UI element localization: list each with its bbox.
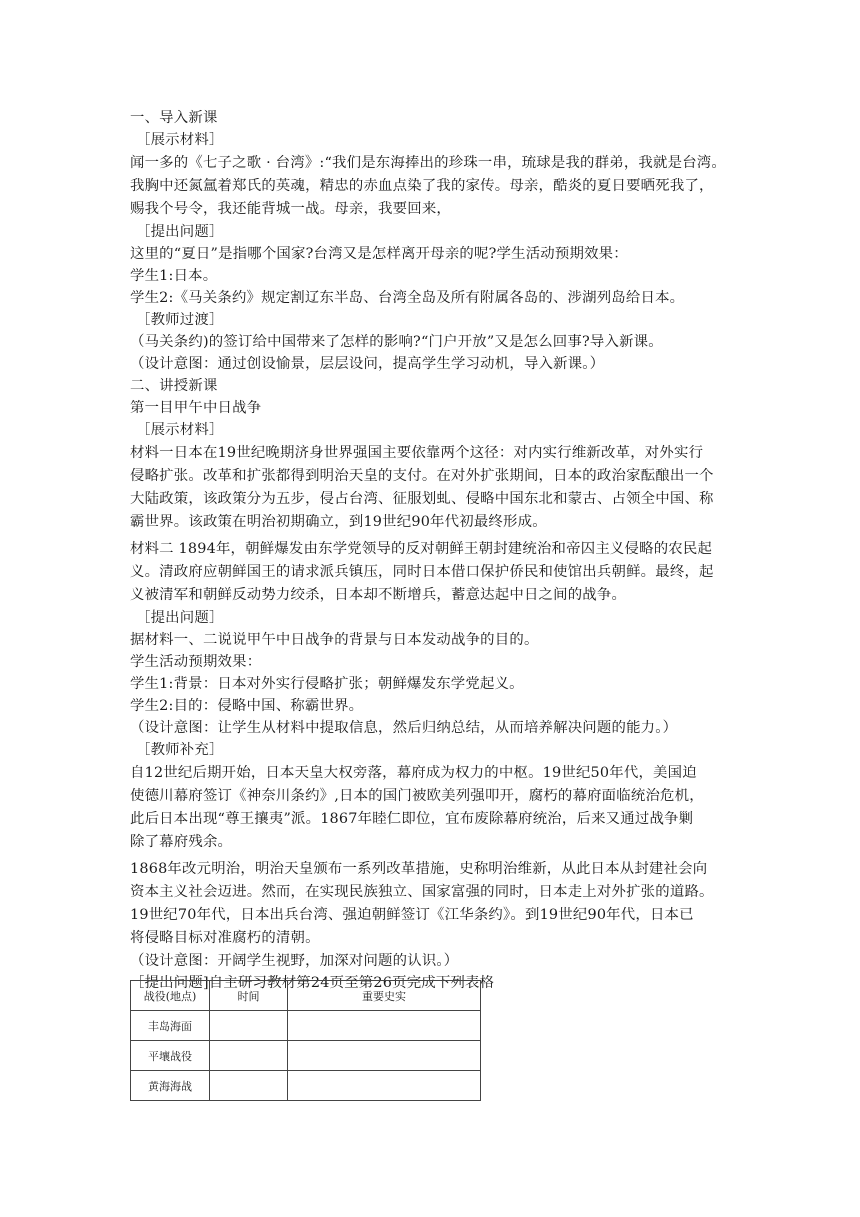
- section-heading-teach: 二、讲授新课: [130, 378, 218, 394]
- subsection-heading: 第一目甲午中日战争: [130, 400, 262, 416]
- battle-name-cell: 黄海海战: [131, 1071, 210, 1101]
- question-text: 这里的“夏日”是指哪个国家?台湾又是怎样离开母亲的呢?学生活动预期效果：: [130, 246, 628, 262]
- tag-show-material: ［展示材料］: [136, 132, 224, 148]
- tag-teacher-transition: ［教师过渡］: [136, 312, 224, 328]
- table-row: [131, 1071, 481, 1101]
- supplement-paragraph-1: 自12世纪后期开始，日本天皇大权旁落，幕府成为权力的中枢。19世纪50年代，美国迫 使德川幕府签订《神奈川条约》,日本的国门被欧美列强叩开，腐朽的幕府面临统治危机， 此后日本出现“尊王攘夷”派。1867年睦仁即位，宜布废除幕府统治，后来又通过战争剿 除了幕府残余。: [130, 765, 704, 850]
- expected-effect-label: 学生活动预期效果：: [130, 654, 262, 670]
- battle-table: [130, 980, 481, 1101]
- table-instruction: ［提出问题]自主研习教材第24页至第26页完成下列表格: [130, 975, 495, 991]
- tag-ask-question-2: ［提出问题］: [136, 610, 224, 626]
- student-answer-2: 学生2:《马关条约》规定割辽东半岛、台湾全岛及所有附属各岛的、涉湖列岛给日本。: [130, 290, 685, 306]
- table-header-row: [131, 981, 481, 1011]
- student-answer-background: 学生1:背景：日本对外实行侵略扩张；朝鲜爆发东学党起义。: [130, 676, 524, 692]
- student-answer-1: 学生1:日本。: [130, 268, 218, 284]
- facts-cell: [288, 1011, 481, 1041]
- material-1-paragraph: 材料一日本在19世纪晚期济身世界强国主要依靠两个这径：对内实行维新改革，对外实行 侵略扩张。改革和扩张都得到明治天皇的支付。在对外扩张期间，日本的政治家酝酿出一个 大陆政策，该政策分为五步，侵占台湾、征服划虬、侵略中国东北和蒙古、占领全中国、称 霸世界。该政策在明治初期确立，到19世纪90年代初最终形成。: [130, 445, 714, 530]
- document-body: [130, 107, 730, 994]
- time-cell: [210, 1011, 288, 1041]
- facts-cell: [288, 1071, 481, 1101]
- design-intent-1: （设计意图：通过创设愉景，层层设问，提高学生学习动机，导入新课。）: [130, 356, 605, 372]
- table-row: [131, 1011, 481, 1041]
- design-intent-3: （设计意图：开阔学生视野，加深对问题的认识。）: [130, 953, 459, 969]
- time-cell: [210, 1071, 288, 1101]
- question-text-2: 据材料一、二说说甲午中日战争的背景与日本发动战争的目的。: [130, 632, 539, 648]
- design-intent-2: （设计意图：让学生从材料中提取信息，然后归纳总结，从而培养解决问题的能力。）: [130, 720, 678, 736]
- poem-paragraph: 闻一多的《七子之歌 · 台湾》:“我们是东海捧出的珍珠一串，琉球是我的群弟，我就是台湾。 我胸中还氮氲着郑氏的英魂，精忠的赤血点染了我的家传。母亲，酷炎的夏日要晒死我了， 赐我个号令，我还能背城一战。母亲，我要回来，: [130, 155, 726, 217]
- supplement-paragraph-2: 1868年改元明治，明治天皇颁布一系列改革措施，史称明治维新，从此日本从封建社会向 资本主义社会迈进。然而，在实现民族独立、国家富强的同时，日本走上对外扩张的道路。 19世纪70年代，日本出兵台湾、强迫朝鲜签订《江华条约》。到19世纪90年代，日本已 将侵略目标对准腐朽的清朝。: [130, 861, 714, 946]
- table-row: [131, 1041, 481, 1071]
- header-facts: 重要史实: [288, 981, 481, 1011]
- transition-text: （马关条约)的签订给中国带来了怎样的影响?“门户开放”又是怎么回事?导入新课。: [130, 334, 663, 350]
- section-heading-intro: 一、导入新课: [130, 110, 218, 126]
- tag-show-material-2: ［展示材料］: [136, 422, 224, 438]
- tag-teacher-supplement: ［教师补充］: [136, 742, 224, 758]
- battle-name-cell: 平壤战役: [131, 1041, 210, 1071]
- tag-ask-question: ［提出问题］: [136, 224, 224, 240]
- student-answer-purpose: 学生2:目的：侵略中国、称霸世界。: [130, 698, 364, 714]
- time-cell: [210, 1041, 288, 1071]
- header-time: 时间: [210, 981, 288, 1011]
- header-battle: 战役(地点): [131, 981, 210, 1011]
- facts-cell: [288, 1041, 481, 1071]
- battle-name-cell: 丰岛海面: [131, 1011, 210, 1041]
- material-2-paragraph: 材料二 1894年，朝鲜爆发由东学党领导的反对朝鲜王朝封建统治和帝囚主义侵略的农民起 义。清政府应朝鲜国王的请求派兵镇压，同时日本借口保护侨民和使馆出兵朝鲜。最终，起 义被清军和朝鲜反动势力绞杀，日本却不断增兵，蓄意达起中日之间的战争。: [130, 541, 714, 603]
